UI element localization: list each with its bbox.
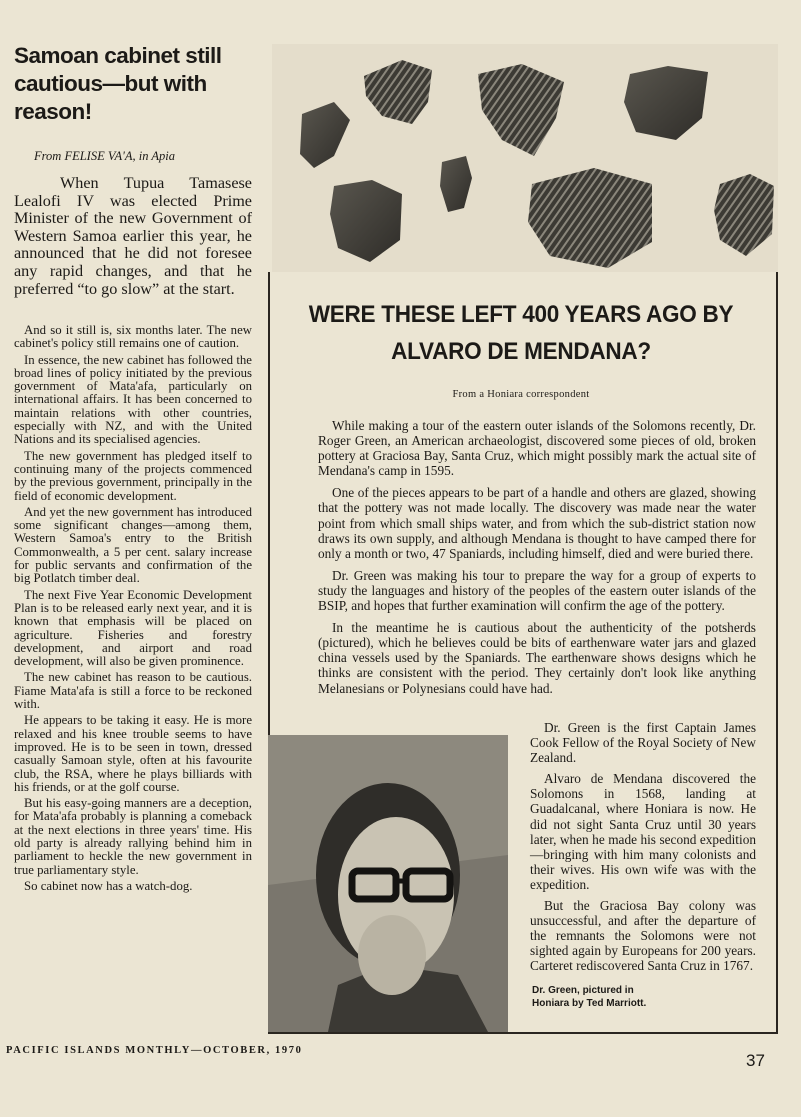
left-paragraph: The new cabinet has reason to be cautious. Fiame Mata'afa is still a force to be reckoned with. bbox=[14, 670, 252, 712]
right-byline: From a Honiara correspondent bbox=[452, 389, 590, 400]
potsherd-4 bbox=[624, 66, 708, 140]
potsherd-6 bbox=[440, 156, 472, 212]
potsherd-1 bbox=[300, 102, 350, 168]
right-body bbox=[318, 418, 756, 703]
side-paragraph: But the Graciosa Bay colony was unsuccessful, and after the departure of the remnants the Solomons were not sighted again by Europeans for 200 years. Carteret rediscovered Santa Cruz in 1767. bbox=[530, 898, 756, 974]
left-paragraph: But his easy-going manners are a deception, for Mata'afa probably is planning a comeback at the next elections in three years' time. His old party is already rallying behind him in parliament to heckle the new government in true parliamentary style. bbox=[14, 796, 252, 877]
potsherds-photo bbox=[272, 44, 778, 272]
side-paragraph: Dr. Green is the first Captain James Cook Fellow of the Royal Society of New Zealand. bbox=[530, 720, 756, 766]
portrait-photo bbox=[268, 735, 508, 1032]
left-paragraph: In essence, the new cabinet has followed the broad lines of policy initiated by the previous government of Mata'afa, particularly on international affairs. It has been concerned to maintain relations with other countries, especially with NZ, and with the United Nations and its specialised agencies. bbox=[14, 352, 252, 447]
portrait-image bbox=[268, 735, 508, 1032]
page-number: 37 bbox=[746, 1051, 765, 1070]
potsherd-7 bbox=[528, 168, 652, 268]
right-paragraph: In the meantime he is cautious about the authenticity of the potsherds (pictured), which he believes could be bits of earthenware water jars and glazed china vessels used by the Spaniards. The earthenware shows designs which he thinks are consistent with the period. They certainly don't look like anything Melanesians or Polynesians could have had. bbox=[318, 620, 756, 696]
right-paragraph: Dr. Green was making his tour to prepare the way for a group of experts to study the languages and history of the peoples of the eastern outer islands of the BSIP, and hopes that further examination will confirm the age of the pottery. bbox=[318, 567, 756, 614]
side-paragraph: Alvaro de Mendana discovered the Solomons in 1568, landing at Guadalcanal, where Honiara is now. He did not sight Santa Cruz until 30 years later, when he made his second expedition—bringing with him many colonists and their wives. His own wife was with the expedition. bbox=[530, 771, 756, 892]
potsherd-5 bbox=[330, 180, 402, 262]
potsherds-image bbox=[272, 44, 778, 272]
left-body bbox=[14, 324, 252, 896]
publication-footer: PACIFIC ISLANDS MONTHLY—OCTOBER, 1970 bbox=[6, 1045, 303, 1056]
potsherd-8 bbox=[714, 174, 774, 256]
side-body bbox=[530, 720, 756, 980]
left-lede bbox=[14, 175, 252, 298]
left-lede-text: When Tupua Tamasese Lealofi IV was elected Prime Minister of the new Government of Western Samoa earlier this year, he announced that he did not foresee any rapid changes, and that he preferred “to go slow” at the start. bbox=[14, 174, 252, 298]
right-paragraph: While making a tour of the eastern outer islands of the Solomons recently, Dr. Roger Green, an American archaeologist, discovered some pieces of old, broken pottery at Graciosa Bay, Santa Cruz, which might possibly mark the actual site of Mendana's camp in 1595. bbox=[318, 418, 756, 479]
potsherd-2 bbox=[364, 60, 432, 124]
right-headline: WERE THESE LEFT 400 YEARS AGO BY ALVARO DE MENDANA? bbox=[308, 301, 734, 365]
left-headline: Samoan cabinet still cautious—but with reason! bbox=[14, 43, 222, 124]
left-paragraph: The new government has pledged itself to continuing many of the projects commenced by the previous government, principally in the field of economic development. bbox=[14, 448, 252, 503]
left-paragraph: So cabinet now has a watch-dog. bbox=[24, 878, 193, 893]
photo-caption: Dr. Green, pictured in Honiara by Ted Marriott. bbox=[532, 985, 647, 1009]
left-paragraph: And yet the new government has introduced some significant changes—among them, Western Samoa's entry to the British Commonwealth, a 5 per cent. salary increase for public servants and confirmation of the big Potlatch timber deal. bbox=[14, 504, 252, 586]
left-paragraph: And so it still is, six months later. The new cabinet's policy still remains one of caution. bbox=[14, 323, 252, 351]
left-paragraph: The next Five Year Economic Development Plan is to be released early next year, and it is known that emphasis will be placed on agriculture. Fisheries and forestry development, and airport and road development, will also be given prominence. bbox=[14, 587, 252, 669]
right-paragraph: One of the pieces appears to be part of a handle and others are glazed, showing that the pottery was not made locally. The discovery was made near the water point from which small ships water, and from which the sub-district station now draws its own supply, and although Mendana is thought to have camped there for only a month or two, 47 Spaniards, including himself, died and were buried there. bbox=[318, 485, 756, 561]
left-byline: From FELISE VA'A, in Apia bbox=[34, 149, 175, 163]
left-paragraph: He appears to be taking it easy. He is more relaxed and his knee trouble seems to have improved. He is to be seen in town, dressed casually Samoan style, often at his favourite club, the RSA, where he plays billiards with his friends, or at the golf course. bbox=[14, 713, 252, 794]
potsherd-3 bbox=[478, 64, 564, 156]
